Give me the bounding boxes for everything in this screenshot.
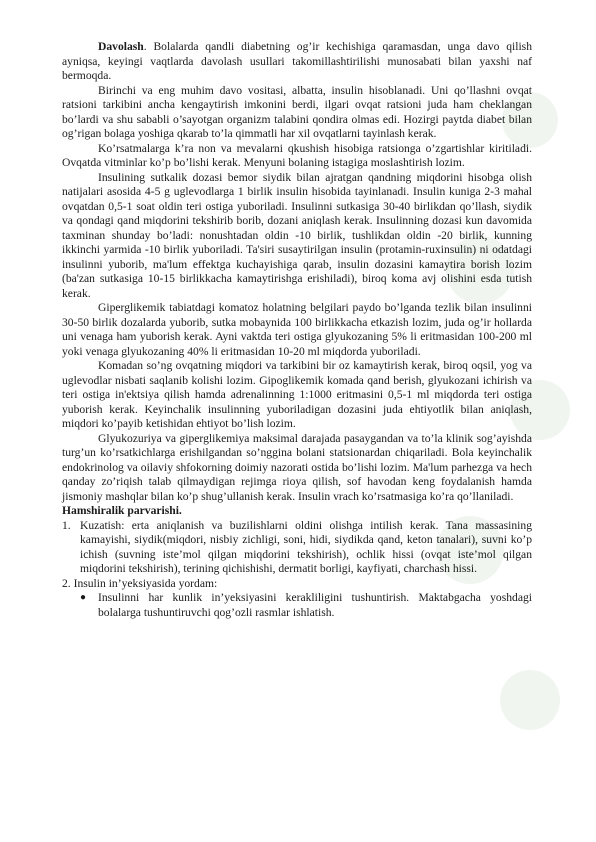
list-item-number: 1. <box>62 518 71 532</box>
paragraph-diet-changes: Ko’rsatmalarga k’ra non va mevalarni qkushish hisobiga ratsionga o’zgartishlar kiritiladi. Ovqatda vitminlar ko’p bo’lishi kerak. Menyuni bolaning istagiga moslashtirish lozim. <box>62 141 532 169</box>
insulin-injection-item: 2. Insulin in’yeksiyasida yordam: <box>62 576 218 590</box>
document-page <box>62 40 532 620</box>
nursing-care-heading-dot: . <box>178 504 182 517</box>
treatment-title: Davolash <box>98 40 144 53</box>
list-item-text: Kuzatish: erta aniqlanish va buzilishlarni oldini olishga intilish kerak. Tana massasining kamayishi, siydik(miqdori, nisbiy zichligi, soni, hidi, siydikda qand, keton tanalari), suvni ko’p ichish (suvning iste’mol qilgan miqdorini tekshirish), ochlik hissi (ovqat iste’mol qilgan miqdorini tekshirish), terining qichishishi, dermatit borligi, kayfiyati, charchash hissi. <box>80 518 532 575</box>
paragraph-hyperglycemic-coma: Giperglikemik tabiatdagi komatoz holatning belgilari paydo bo’lganda tezlik bilan insulinni 30-50 birlik dozalarda yuborib, sutka mobaynida 100 birlikkacha etkazish lozim, juda og’ir hollarda uni venaga ham yuborish kerak. Ayni vaktda teri ostiga glyukozaning 5% li eritmasidan 100-200 ml yoki venaga glyukozaning 40% li eritmasidan 10-20 ml miqdorda yuboriladi. <box>62 301 532 358</box>
bullet-item-text: Insulinni har kunlik in’yeksiyasini kerakliligini tushuntirish. Maktabgacha yoshdagi bolalarga tushuntiruvchi qog’ozli rasmlar ishlatish. <box>98 591 532 619</box>
treatment-intro-text: . Bolalarda qandli diabetning og’ir kechishiga qaramasdan, unga davo qilish ayniqsa, keyingi vaqtlarda davolash usullari takomillashtirilishi munosabati bilan yaxshi naf bermoqda. <box>62 40 532 82</box>
bullet-item <box>62 591 532 620</box>
paragraph-treatment-intro <box>62 40 532 84</box>
paragraph-discharge: Glyukozuriya va giperglikemiya maksimal darajada pasaygandan va to’la klinik sog’ayishda turg’un ko’rsatkichlarga erishilgandan so’nggina bolani statsionardan chiqariladi. Bola keyinchalik endokrinolog va oilaviy shfokorning doimiy nazorati ostida bo’lishi lozim. Ma'lum parhezga va hech qanday zo’riqish talab qilmaydigan rejimga rioya qilish, sof havodan keng foydalanish hamda jismoniy mashqlar bilan ko’p shug’ullanish kerak. Insulin vrach ko’rsatmasiga ko’ra qo’llaniladi. <box>62 431 532 503</box>
nursing-care-heading <box>62 504 532 519</box>
nursing-care-heading-text: Hamshiralik parvarishi <box>62 504 179 517</box>
nursing-care-list <box>62 519 532 577</box>
paragraph-insulin-main: Birinchi va eng muhim davo vositasi, albatta, insulin hisoblanadi. Uni qo’llashni ovqat ratsioni tarkibini ancha kengaytirish imkonini berdi, ilgari ovqat ratsioni juda ham cheklangan bo’lardi va shu sababli o’sayotgan organizm talabini qondira olmas edi. Hozirgi paytda diabet bilan og’rigan bolaga yoshiga qkarab to’la qimmatli har xil ovqatlarni tayinlash kerak. <box>62 83 532 140</box>
insulin-injection-bullets <box>62 591 532 620</box>
paragraph-after-coma: Komadan so’ng ovqatning miqdori va tarkibini bir oz kamaytirish kerak, biroq oqsil, yog va uglevodlar nisbati saqlanib kolishi lozim. Gipoglikemik komada qand berish, glyukozani ichirish va teri ostiga in'ektsiya qilish hamda adrenalinning 1:1000 eritmasini 0,5-1 ml miqdorda teri ostiga yuborish kerak. Keyinchalik insulinning yuboriladigan dozasini juda ehtiyotlik bilan aniqlash, miqdori ko’payib ketishidan ehtiyot bo’lish lozim. <box>62 359 532 430</box>
paragraph-insulin-dosage: Insulining sutkalik dozasi bemor siydik bilan ajratgan qandning miqdorini hisobga olish natijalari asosida 4-5 g uglevodlarga 1 birlik insulin hisobida tayinlanadi. Insulin kuniga 2-3 mahal ovqatdan 0,5-1 soat oldin teri ostiga yuboriladi. Insulinni sutkasiga 30-40 birlikdan qo’llash, siydik va qondagi qand miqdorini tekshirib borib, dozani aniqlash kerak. Insulinning dozasi kun davomida taxminan shunday bo’ladi: nonushtadan oldin -10 birlik, tushlikdan oldin -20 birlik, kunning ikkinchi yarmida -10 birlik yuboriladi. Ta'siri susaytirilgan insulin (protamin-ruxinsulin) ni odatdagi insulinni yuborib, ma'lum effektga kuchayishiga qarab, insulin dozasini kamaytira borish lozim (ba'zan sutkasiga 10-15 birlikkacha kamaytirishga erishiladi), biroq koma avj olishini esda tutish kerak. <box>62 170 532 300</box>
bullet-dot-icon: ● <box>80 592 87 603</box>
list-item <box>62 519 532 577</box>
